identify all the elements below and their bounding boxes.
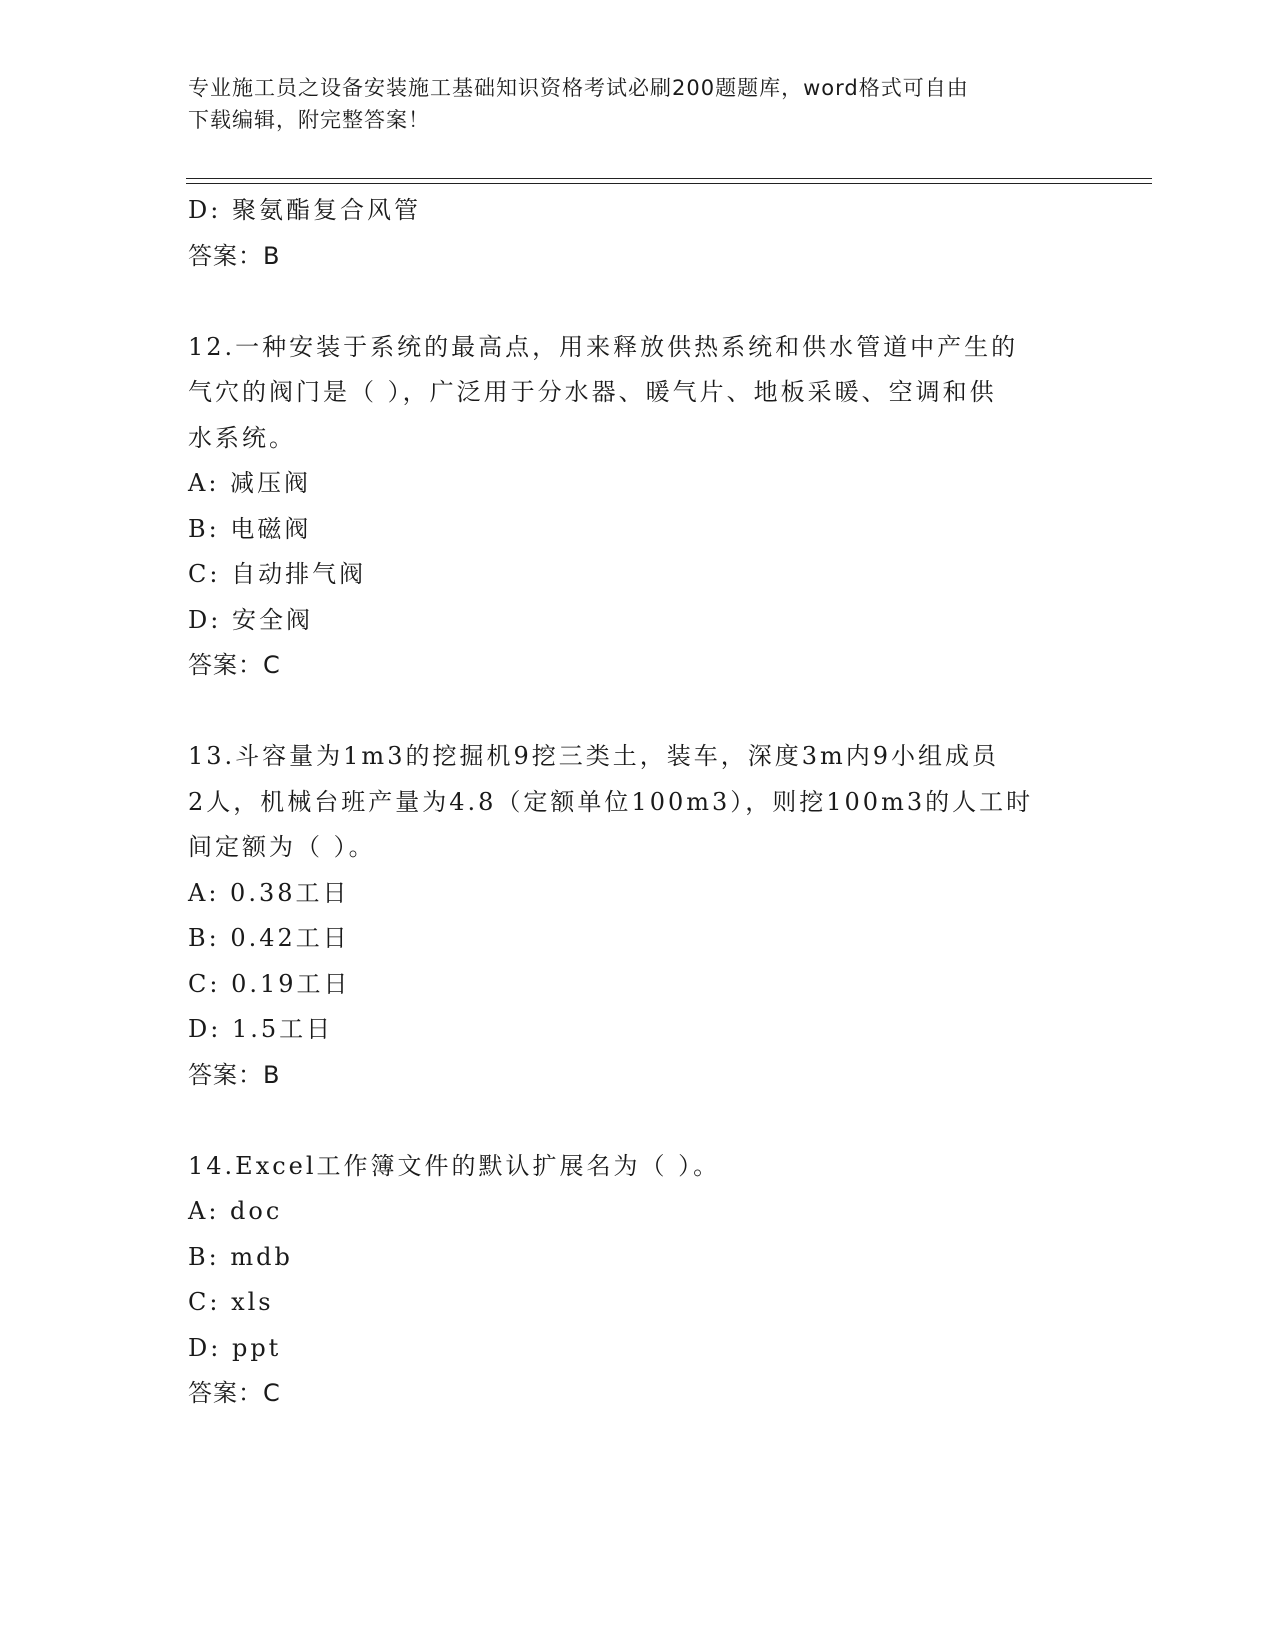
option-b: B: 电磁阀 (188, 514, 312, 543)
option-a: A: 0.38工日 (188, 878, 350, 907)
answer: 答案：C (188, 651, 281, 679)
question-list (188, 188, 1088, 1417)
question-stem-line: 水系统。 (188, 423, 296, 452)
answer: 答案：B (188, 1060, 281, 1089)
option-c: C: 0.19工日 (188, 969, 351, 998)
header-line-2: 下载编辑，附完整答案！ (188, 108, 430, 132)
option-c: C: 自动排气阀 (188, 560, 367, 588)
option-b: B: mdb (188, 1242, 293, 1271)
option-b: B: 0.42工日 (188, 924, 350, 952)
option-a: A: doc (188, 1197, 283, 1225)
answer: 答案：B (188, 241, 281, 270)
option-a: A: 减压阀 (188, 469, 312, 497)
question-previous (188, 188, 1088, 279)
option-c: C: xls (188, 1288, 274, 1316)
question-stem-line: 间定额为（ ）。 (188, 833, 376, 861)
answer: 答案：C (188, 1379, 281, 1407)
question-stem-line: 14.Excel工作簿文件的默认扩展名为（ ）。 (188, 1151, 721, 1180)
option-d: D: 安全阀 (188, 605, 313, 634)
question-stem-line: 13.斗容量为1m3的挖掘机9挖三类土，装车，深度3m内9小组成员 (188, 742, 1000, 770)
question-14 (188, 1144, 1088, 1417)
page-header (188, 72, 1088, 136)
option-d: D: 1.5工日 (188, 1015, 334, 1043)
question-stem-line: 气穴的阀门是（ ），广泛用于分水器、暖气片、地板采暖、空调和供 (188, 378, 997, 406)
header-divider-bottom (186, 183, 1152, 184)
header-divider-top (186, 178, 1152, 179)
header-line-1: 专业施工员之设备安装施工基础知识资格考试必刷200题题库，word格式可自由 (188, 76, 969, 100)
question-12 (188, 325, 1088, 689)
question-stem-line: 2人，机械台班产量为4.8（定额单位100m3），则挖100m3的人工时 (188, 787, 1034, 816)
option-d: D: 聚氨酯复合风管 (188, 196, 421, 224)
option-d: D: ppt (188, 1333, 282, 1362)
question-13 (188, 734, 1088, 1098)
question-stem-line: 12.一种安装于系统的最高点，用来释放供热系统和供水管道中产生的 (188, 332, 1019, 361)
